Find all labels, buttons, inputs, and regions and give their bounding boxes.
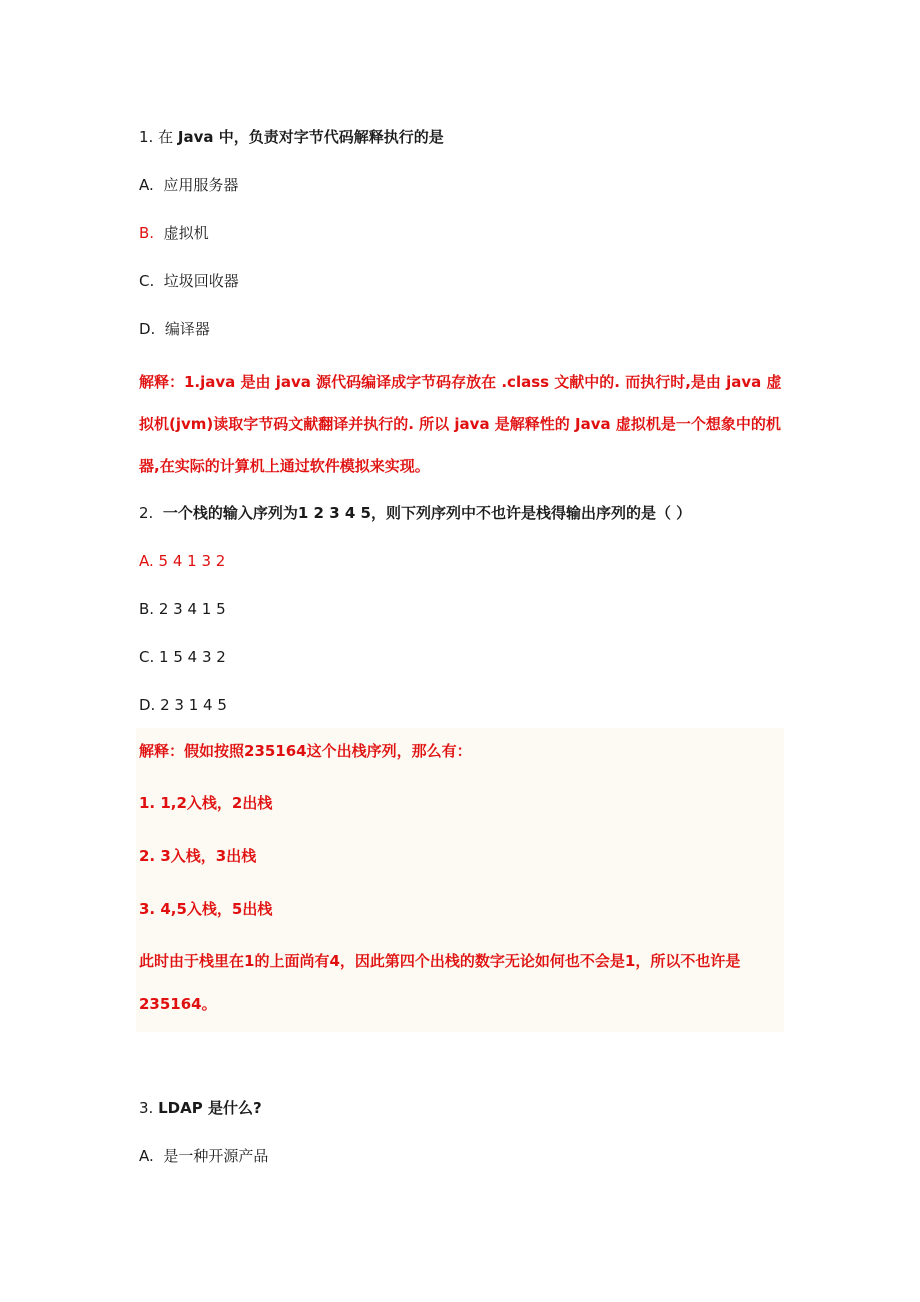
- question-2: [139, 503, 691, 523]
- q1-option-b: [139, 223, 209, 243]
- question-text-bold: Java: [177, 128, 214, 146]
- q2-option-c: C. 1 5 4 3 2: [139, 648, 226, 666]
- q3-option-a: [139, 1146, 268, 1166]
- option-text: 编译器: [164, 320, 210, 338]
- question-text-prefix: 在: [158, 128, 178, 146]
- option-text: 是一种开源产品: [163, 1147, 269, 1165]
- question-3: [139, 1098, 262, 1118]
- question-text-bold: LDAP: [158, 1099, 203, 1117]
- option-letter: A.: [139, 1147, 154, 1165]
- q2-option-a: A. 5 4 1 3 2: [139, 552, 226, 570]
- explanation-step: 1. 1,2入栈，2出栈: [139, 794, 273, 812]
- question-text-prefix: 一个栈的输入序列为: [162, 504, 298, 522]
- q1-option-a: [139, 175, 238, 195]
- option-text: 应用服务器: [163, 176, 239, 194]
- question-text-suffix: ，则下列序列中不也许是栈得输出序列的是（ ）: [370, 504, 692, 522]
- option-text: 虚拟机: [163, 224, 209, 242]
- explanation-conclusion: 此时由于栈里在1的上面尚有4，因此第四个出栈的数字无论如何也不会是1，所以不也许是: [139, 952, 741, 970]
- option-letter: D.: [139, 320, 156, 338]
- explanation-step: 2. 3入栈，3出栈: [139, 847, 257, 865]
- q2-option-d: D. 2 3 1 4 5: [139, 696, 227, 714]
- explanation-step: 3. 4,5入栈，5出栈: [139, 900, 273, 918]
- question-text-bold: 1 2 3 4 5: [297, 504, 371, 522]
- explanation-conclusion-cont: 235164。: [139, 995, 217, 1013]
- question-text-suffix: 中，负责对字节代码解释执行的是: [213, 128, 444, 146]
- q2-explanation-box: [136, 728, 784, 1032]
- q1-option-d: [139, 319, 210, 339]
- question-number: 2.: [139, 504, 154, 522]
- option-text: 垃圾回收器: [163, 272, 239, 290]
- explanation-intro: 解释：假如按照235164这个出栈序列，那么有：: [139, 742, 472, 760]
- q1-explanation: 解释：1.java 是由 java 源代码编译成字节码存放在 .class 文献中的. 而执行时,是由 java 虚拟机(jvm)读取字节码文献翻译并执行的. 所以 java 是解释性的 Java 虚拟机是一个想象中的机器,在实际的计算机上通过软件模拟来实现。: [139, 373, 782, 475]
- question-text-suffix: 是什么?: [202, 1099, 262, 1117]
- option-letter: C.: [139, 272, 155, 290]
- q2-option-b: B. 2 3 4 1 5: [139, 600, 226, 618]
- option-letter: A.: [139, 176, 154, 194]
- question-number: 1.: [139, 128, 154, 146]
- option-letter: B.: [139, 224, 155, 242]
- question-number: 3.: [139, 1099, 154, 1117]
- q1-option-c: [139, 271, 239, 291]
- question-1: [139, 127, 444, 147]
